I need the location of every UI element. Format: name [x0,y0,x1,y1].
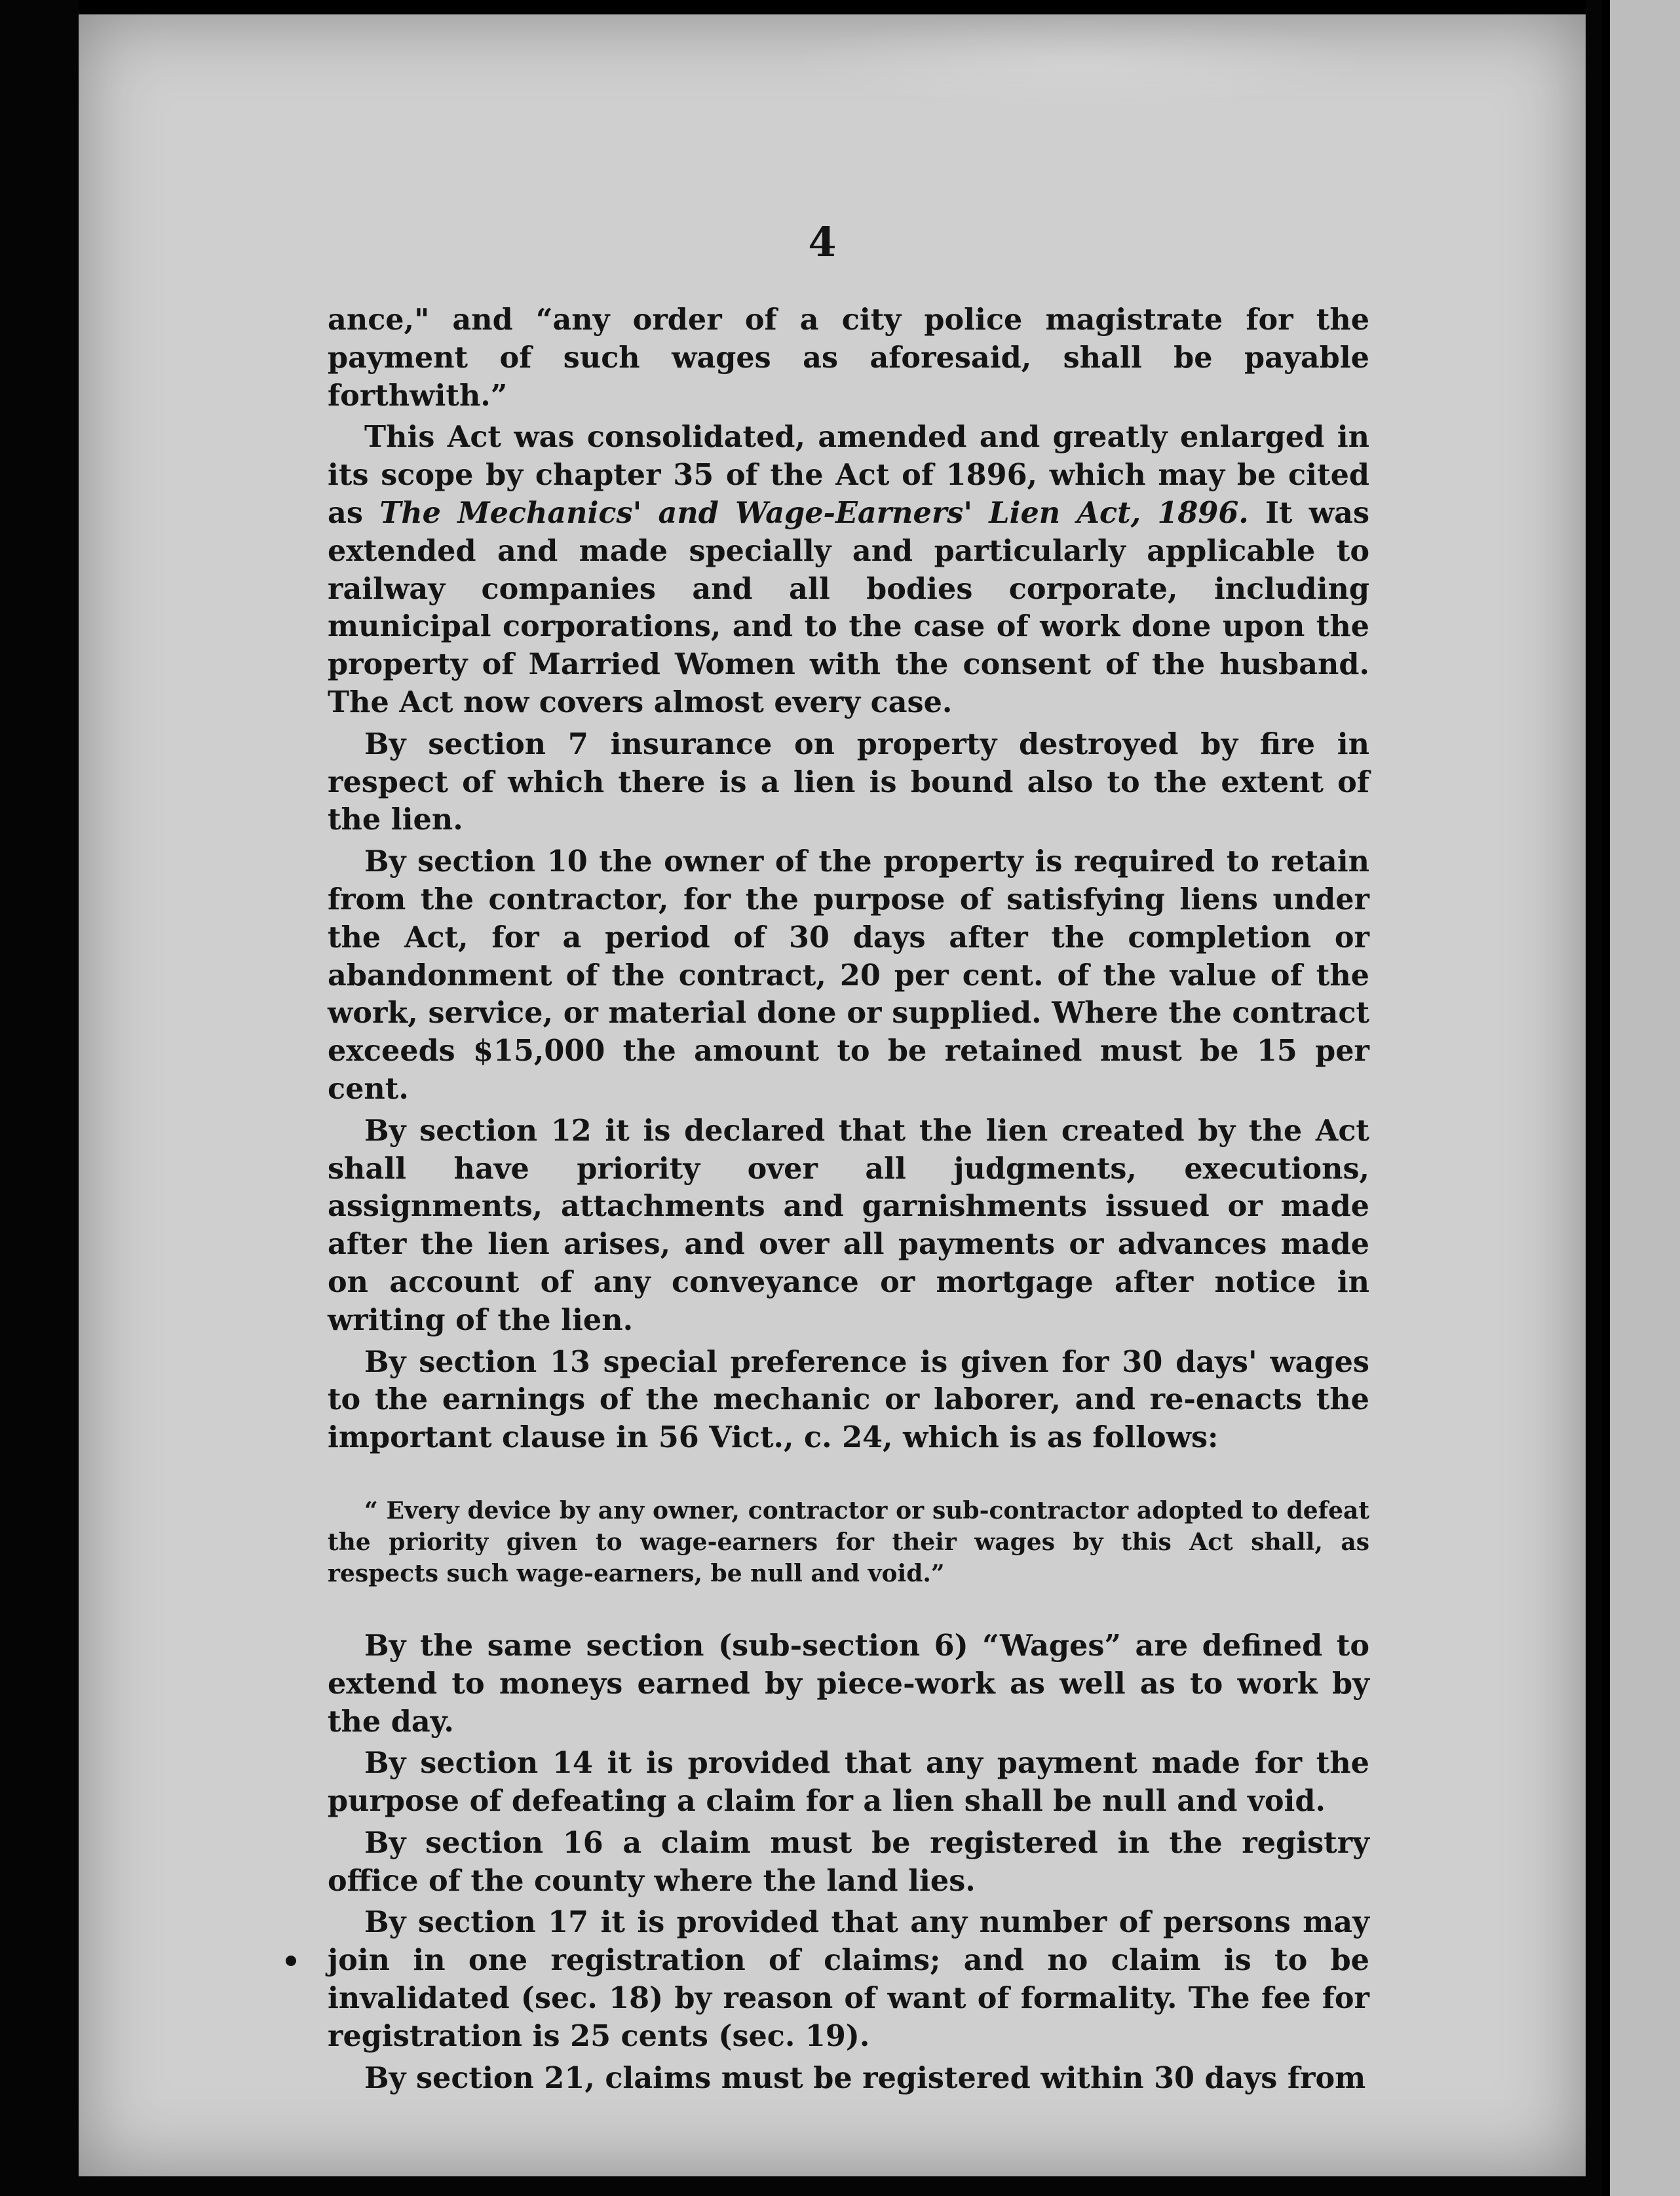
paragraph-8: By section 14 it is provided that any payment made for the purpose of defeating a claim for a lien shall be null and void. [328,1746,1369,1819]
paragraph-1: ance," and “any order of a city police magistrate for the payment of such wages as aforesaid, shall be payable forthwith.” [328,303,1369,413]
paragraph-4: By section 10 the owner of the property is required to retain from the contractor, for the purpose of satisfying liens under the Act, for a period of 30 days after the completion or abandonment of the contract, 20 per cent. of the value of the work, service, or material done or supplied. Where the contract exceeds $15,000 the amount to be retained must be 15 per cent. [328,844,1369,1106]
ink-spot [286,1956,296,1966]
paragraph-11: By section 21, claims must be registered within 30 days from [364,2060,1366,2095]
act-title: The Mechanics' and Wage-Earners' Lien Act, 1896. [379,495,1249,530]
page-fold-highlight [786,16,1376,107]
block-quote: “ Every device by any owner, contractor or sub-contractor adopted to defeat the priority given to wage-earners for their wages by this Act shall, as respects such wage-earners, be null and void.” [328,1496,1369,1587]
paragraph-2-start: This Act was consolidated, amended and greatly enlarged in its scope by chapter 35 of the Act of 1896, which may be cited as [328,420,1369,530]
paragraph-7: By the same section (sub-section 6) “Wages” are defined to extend to moneys earned by piece-work as well as to work by the day. [328,1628,1369,1739]
paragraph-2-rest: It was extended and made specially and particularly applicable to railway companies and all bodies corporate, including municipal corporations, and to the case of work done upon the property of Married Women with the consent of the husband. The Act now covers almost every case. [328,495,1369,719]
scan-top-edge [79,0,1586,16]
paragraph-9: By section 16 a claim must be registered in the registry office of the county where the land lies. [328,1825,1369,1898]
page-text [328,216,1369,2101]
paragraph-10: By section 17 it is provided that any number of persons may join in one registration of claims; and no claim is to be invalidated (sec. 18) by reason of want of formality. The fee for registration is 25 cents (sec. 19). [328,1905,1369,2053]
paragraph-5: By section 12 it is declared that the lien created by the Act shall have priority over all judgments, executions, assignments, attachments and garnishments issued or made after the lien arises, and over all payments or advances made on account of any conveyance or mortgage after notice in writing of the lien. [328,1113,1369,1337]
page-number: 4 [808,218,837,266]
paragraph-6: By section 13 special preference is given for 30 days' wages to the earnings of the mechanic or laborer, and re-enacts the important clause in 56 Vict., c. 24, which is as follows: [328,1344,1369,1455]
paragraph-2 [328,419,1369,721]
next-page-edge [1602,0,1680,2196]
paragraph-3: By section 7 insurance on property destroyed by fire in respect of which there is a lien is bound also to the extent of the lien. [328,727,1369,837]
